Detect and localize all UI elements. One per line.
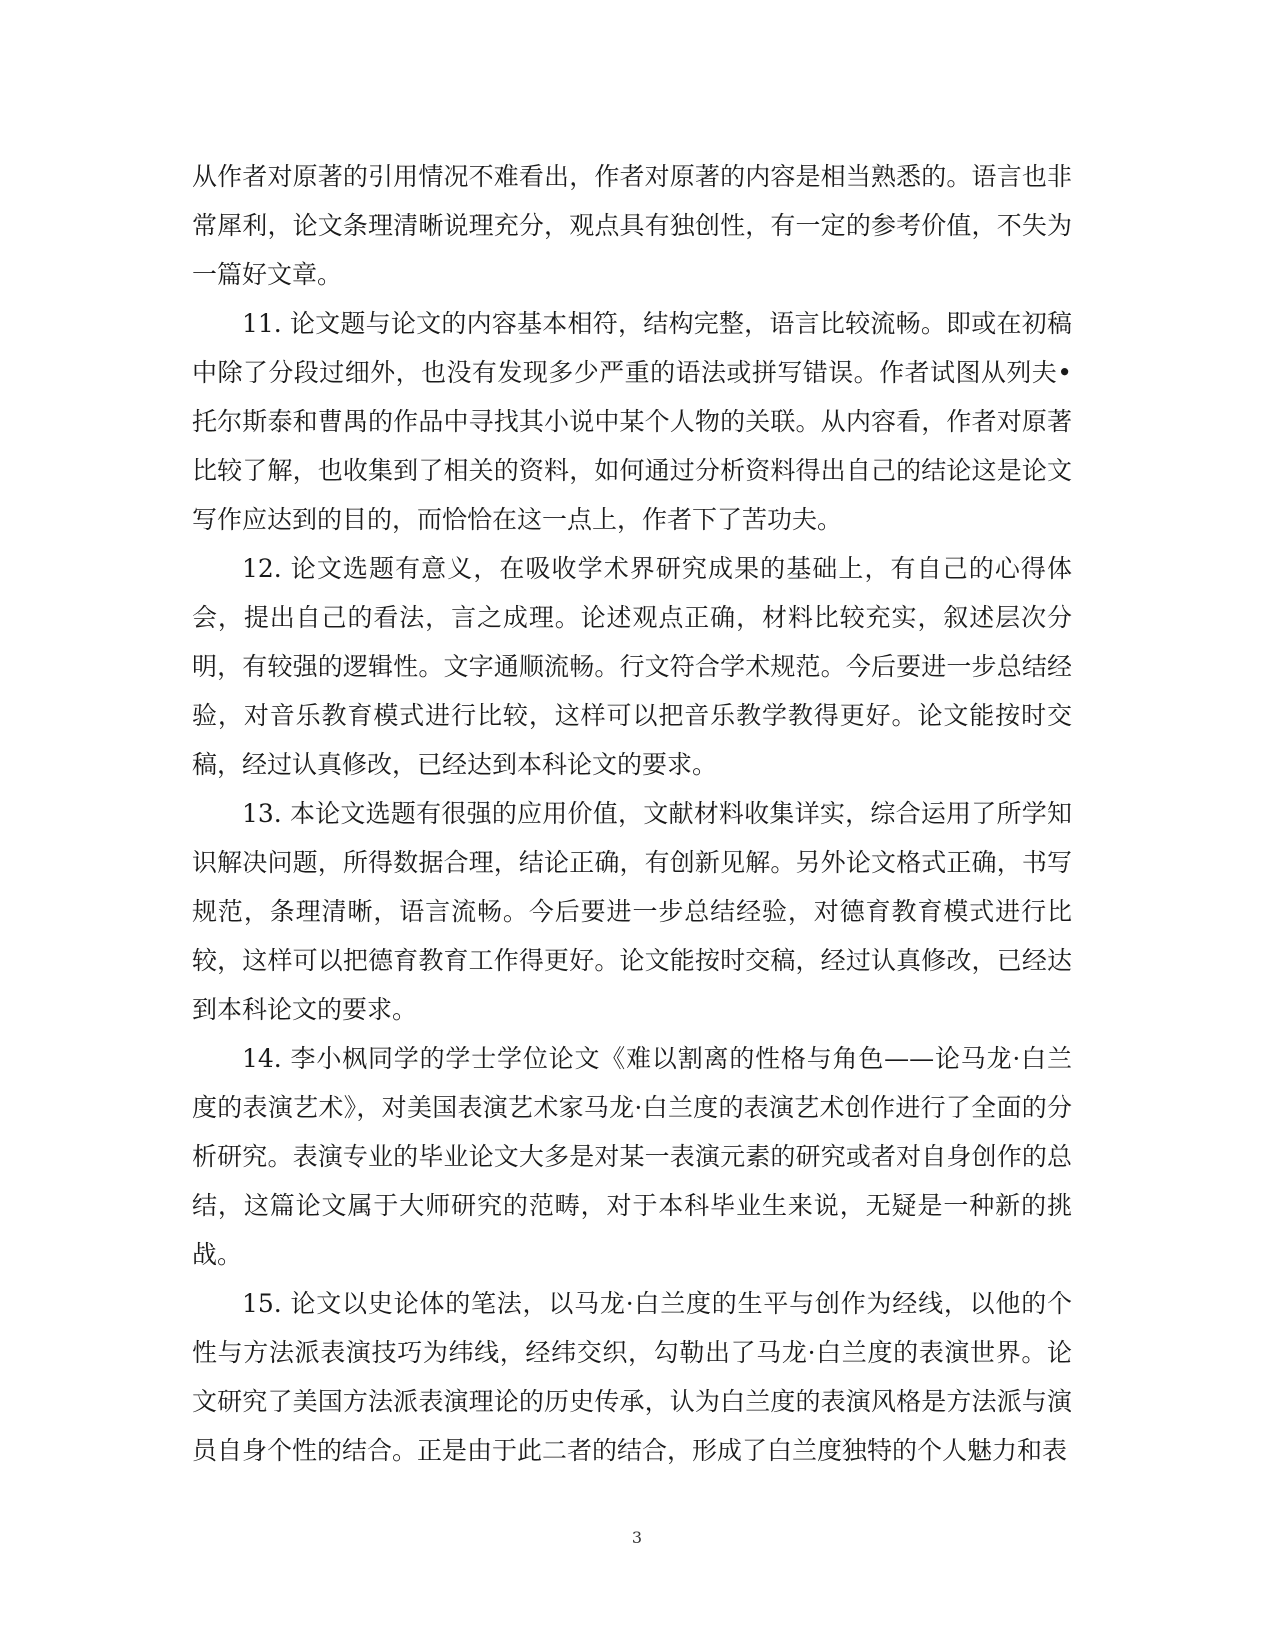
document-body xyxy=(192,152,1072,1475)
page-number: 3 xyxy=(631,1528,643,1547)
paragraph-item-11: 11. 论文题与论文的内容基本相符，结构完整，语言比较流畅。即或在初稿中除了分段过细外，也没有发现多少严重的语法或拼写错误。作者试图从列夫•托尔斯泰和曹禺的作品中寻找其小说中某个人物的关联。从内容看，作者对原著比较了解，也收集到了相关的资料，如何通过分析资料得出自己的结论这是论文写作应达到的目的，而恰恰在这一点上，作者下了苦功夫。 xyxy=(192,309,1072,534)
paragraph-item-15: 15. 论文以史论体的笔法，以马龙·白兰度的生平与创作为经线，以他的个性与方法派表演技巧为纬线，经纬交织，勾勒出了马龙·白兰度的表演世界。论文研究了美国方法派表演理论的历史传承，认为白兰度的表演风格是方法派与演员自身个性的结合。正是由于此二者的结合，形成了白兰度独特的个人魅力和表 xyxy=(192,1289,1072,1465)
paragraph-item-13: 13. 本论文选题有很强的应用价值，文献材料收集详实，综合运用了所学知识解决问题，所得数据合理，结论正确，有创新见解。另外论文格式正确，书写规范，条理清晰，语言流畅。今后要进一步总结经验，对德育教育模式进行比较，这样可以把德育教育工作得更好。论文能按时交稿，经过认真修改，已经达到本科论文的要求。 xyxy=(192,799,1072,1024)
paragraph-continued: 从作者对原著的引用情况不难看出，作者对原著的内容是相当熟悉的。语言也非常犀利，论文条理清晰说理充分，观点具有独创性，有一定的参考价值，不失为一篇好文章。 xyxy=(192,162,1072,289)
paragraph-item-14: 14. 李小枫同学的学士学位论文《难以割离的性格与角色——论马龙·白兰度的表演艺术》，对美国表演艺术家马龙·白兰度的表演艺术创作进行了全面的分析研究。表演专业的毕业论文大多是对某一表演元素的研究或者对自身创作的总结，这篇论文属于大师研究的范畴，对于本科毕业生来说，无疑是一种新的挑战。 xyxy=(192,1044,1072,1269)
paragraph-item-12: 12. 论文选题有意义，在吸收学术界研究成果的基础上，有自己的心得体会，提出自己的看法，言之成理。论述观点正确，材料比较充实，叙述层次分明，有较强的逻辑性。文字通顺流畅。行文符合学术规范。今后要进一步总结经验，对音乐教育模式进行比较，这样可以把音乐教学教得更好。论文能按时交稿，经过认真修改，已经达到本科论文的要求。 xyxy=(192,554,1072,779)
